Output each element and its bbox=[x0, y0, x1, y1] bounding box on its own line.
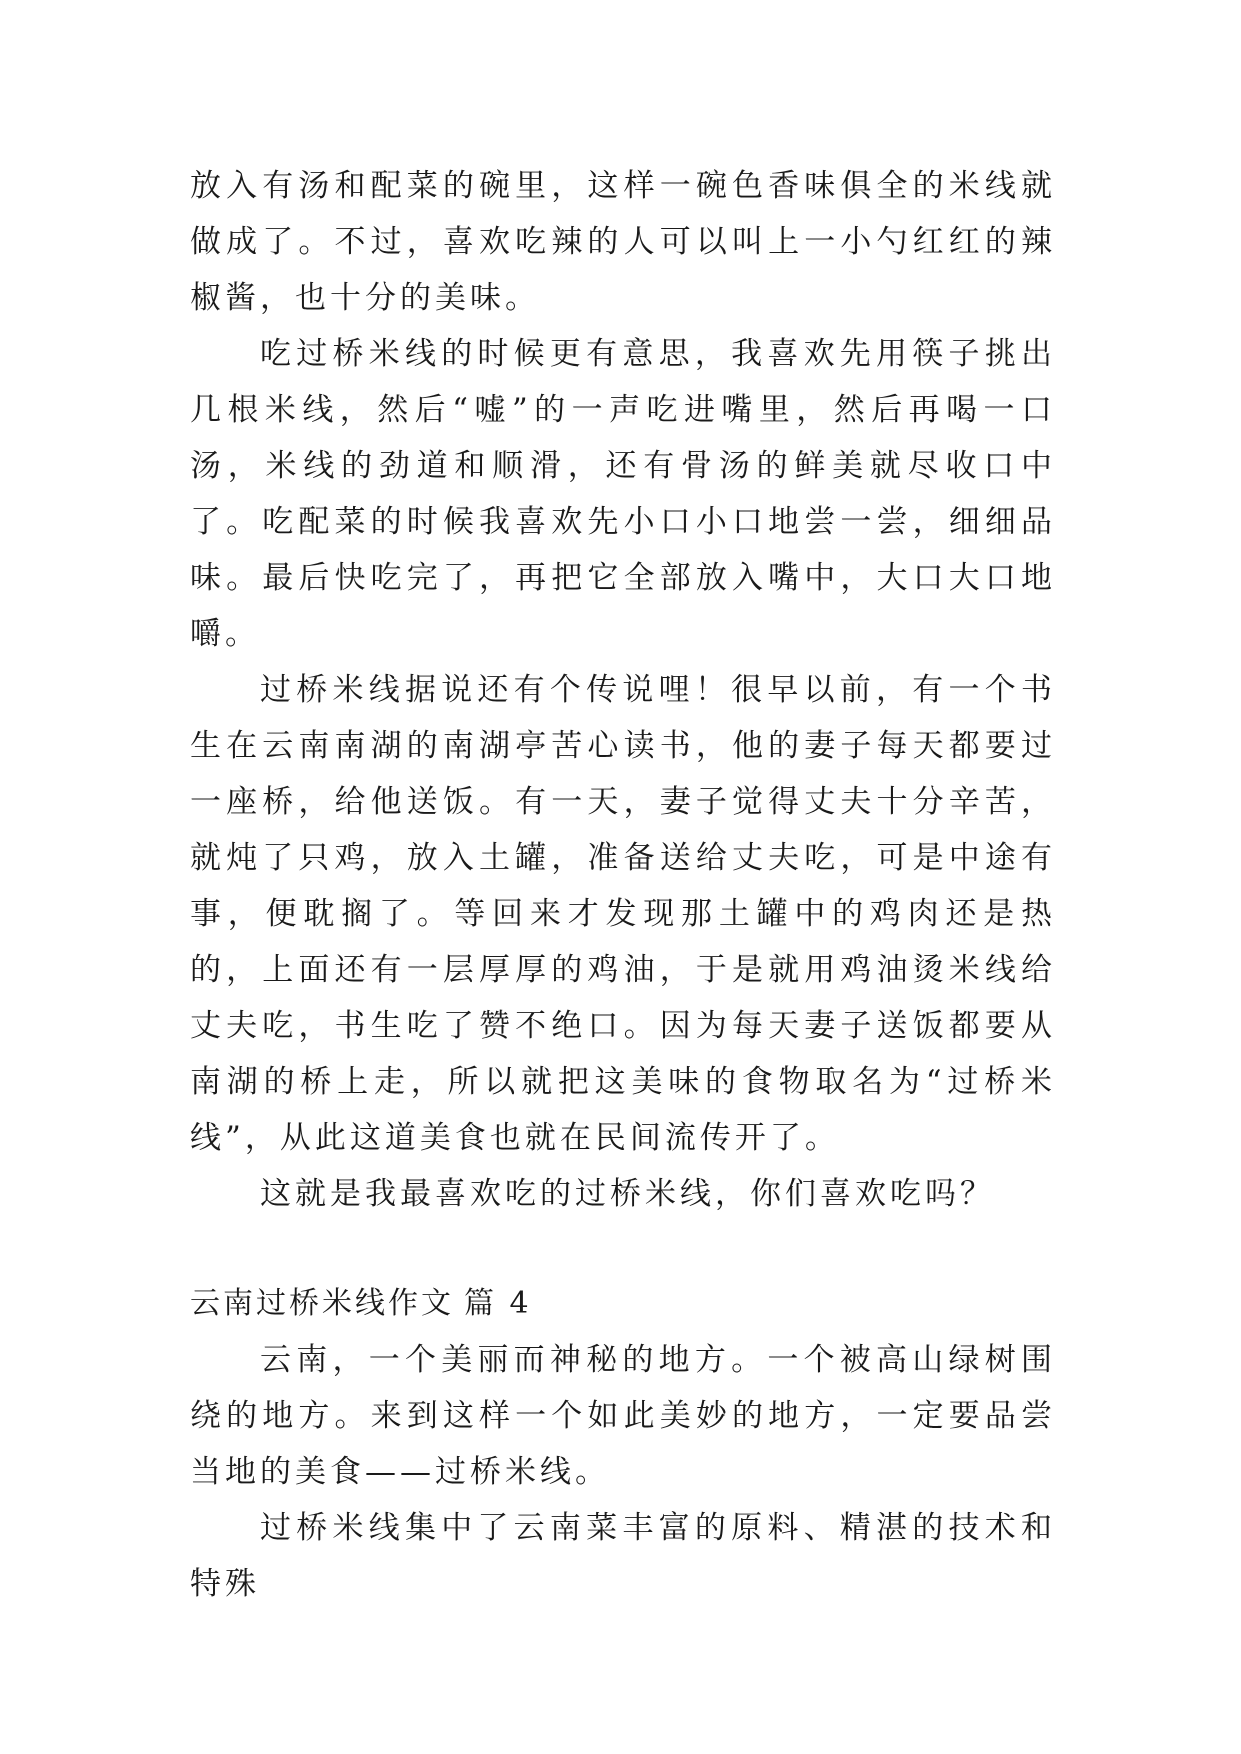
paragraph-6: 过桥米线集中了云南菜丰富的原料、精湛的技术和特殊 bbox=[190, 1510, 1056, 1602]
paragraph-4: 这就是我最喜欢吃的过桥米线，你们喜欢吃吗？ bbox=[260, 1176, 995, 1212]
document-body bbox=[190, 158, 1056, 1612]
paragraph-5: 云南，一个美丽而神秘的地方。一个被高山绿树围绕的地方。来到这样一个如此美妙的地方，一定要品尝当地的美食——过桥米线。 bbox=[190, 1342, 1056, 1490]
paragraph-2: 吃过桥米线的时候更有意思，我喜欢先用筷子挑出几根米线，然后“嘘”的一声吃进嘴里，然后再喝一口汤，米线的劲道和顺滑，还有骨汤的鲜美就尽收口中了。吃配菜的时候我喜欢先小口小口地尝一尝，细细品味。最后快吃完了，再把它全部放入嘴中，大口大口地嚼。 bbox=[190, 336, 1056, 652]
section-heading-title: 云南过桥米线作文 bbox=[190, 1286, 454, 1321]
paragraph-3: 过桥米线据说还有个传说哩！很早以前，有一个书生在云南南湖的南湖亭苦心读书，他的妻子每天都要过一座桥，给他送饭。有一天，妻子觉得丈夫十分辛苦，就炖了只鸡，放入土罐，准备送给丈夫吃，可是中途有事，便耽搁了。等回来才发现那土罐中的鸡肉还是热的，上面还有一层厚厚的鸡油，于是就用鸡油烫米线给丈夫吃，书生吃了赞不绝口。因为每天妻子送饭都要从南湖的桥上走，所以就把这美味的食物取名为“过桥米线”，从此这道美食也就在民间流传开了。 bbox=[190, 672, 1056, 1156]
paragraph-1: 放入有汤和配菜的碗里，这样一碗色香味俱全的米线就做成了。不过，喜欢吃辣的人可以叫上一小勺红红的辣椒酱，也十分的美味。 bbox=[190, 168, 1056, 316]
section-heading bbox=[190, 1276, 1056, 1332]
section-heading-number: 篇 4 bbox=[464, 1286, 532, 1321]
